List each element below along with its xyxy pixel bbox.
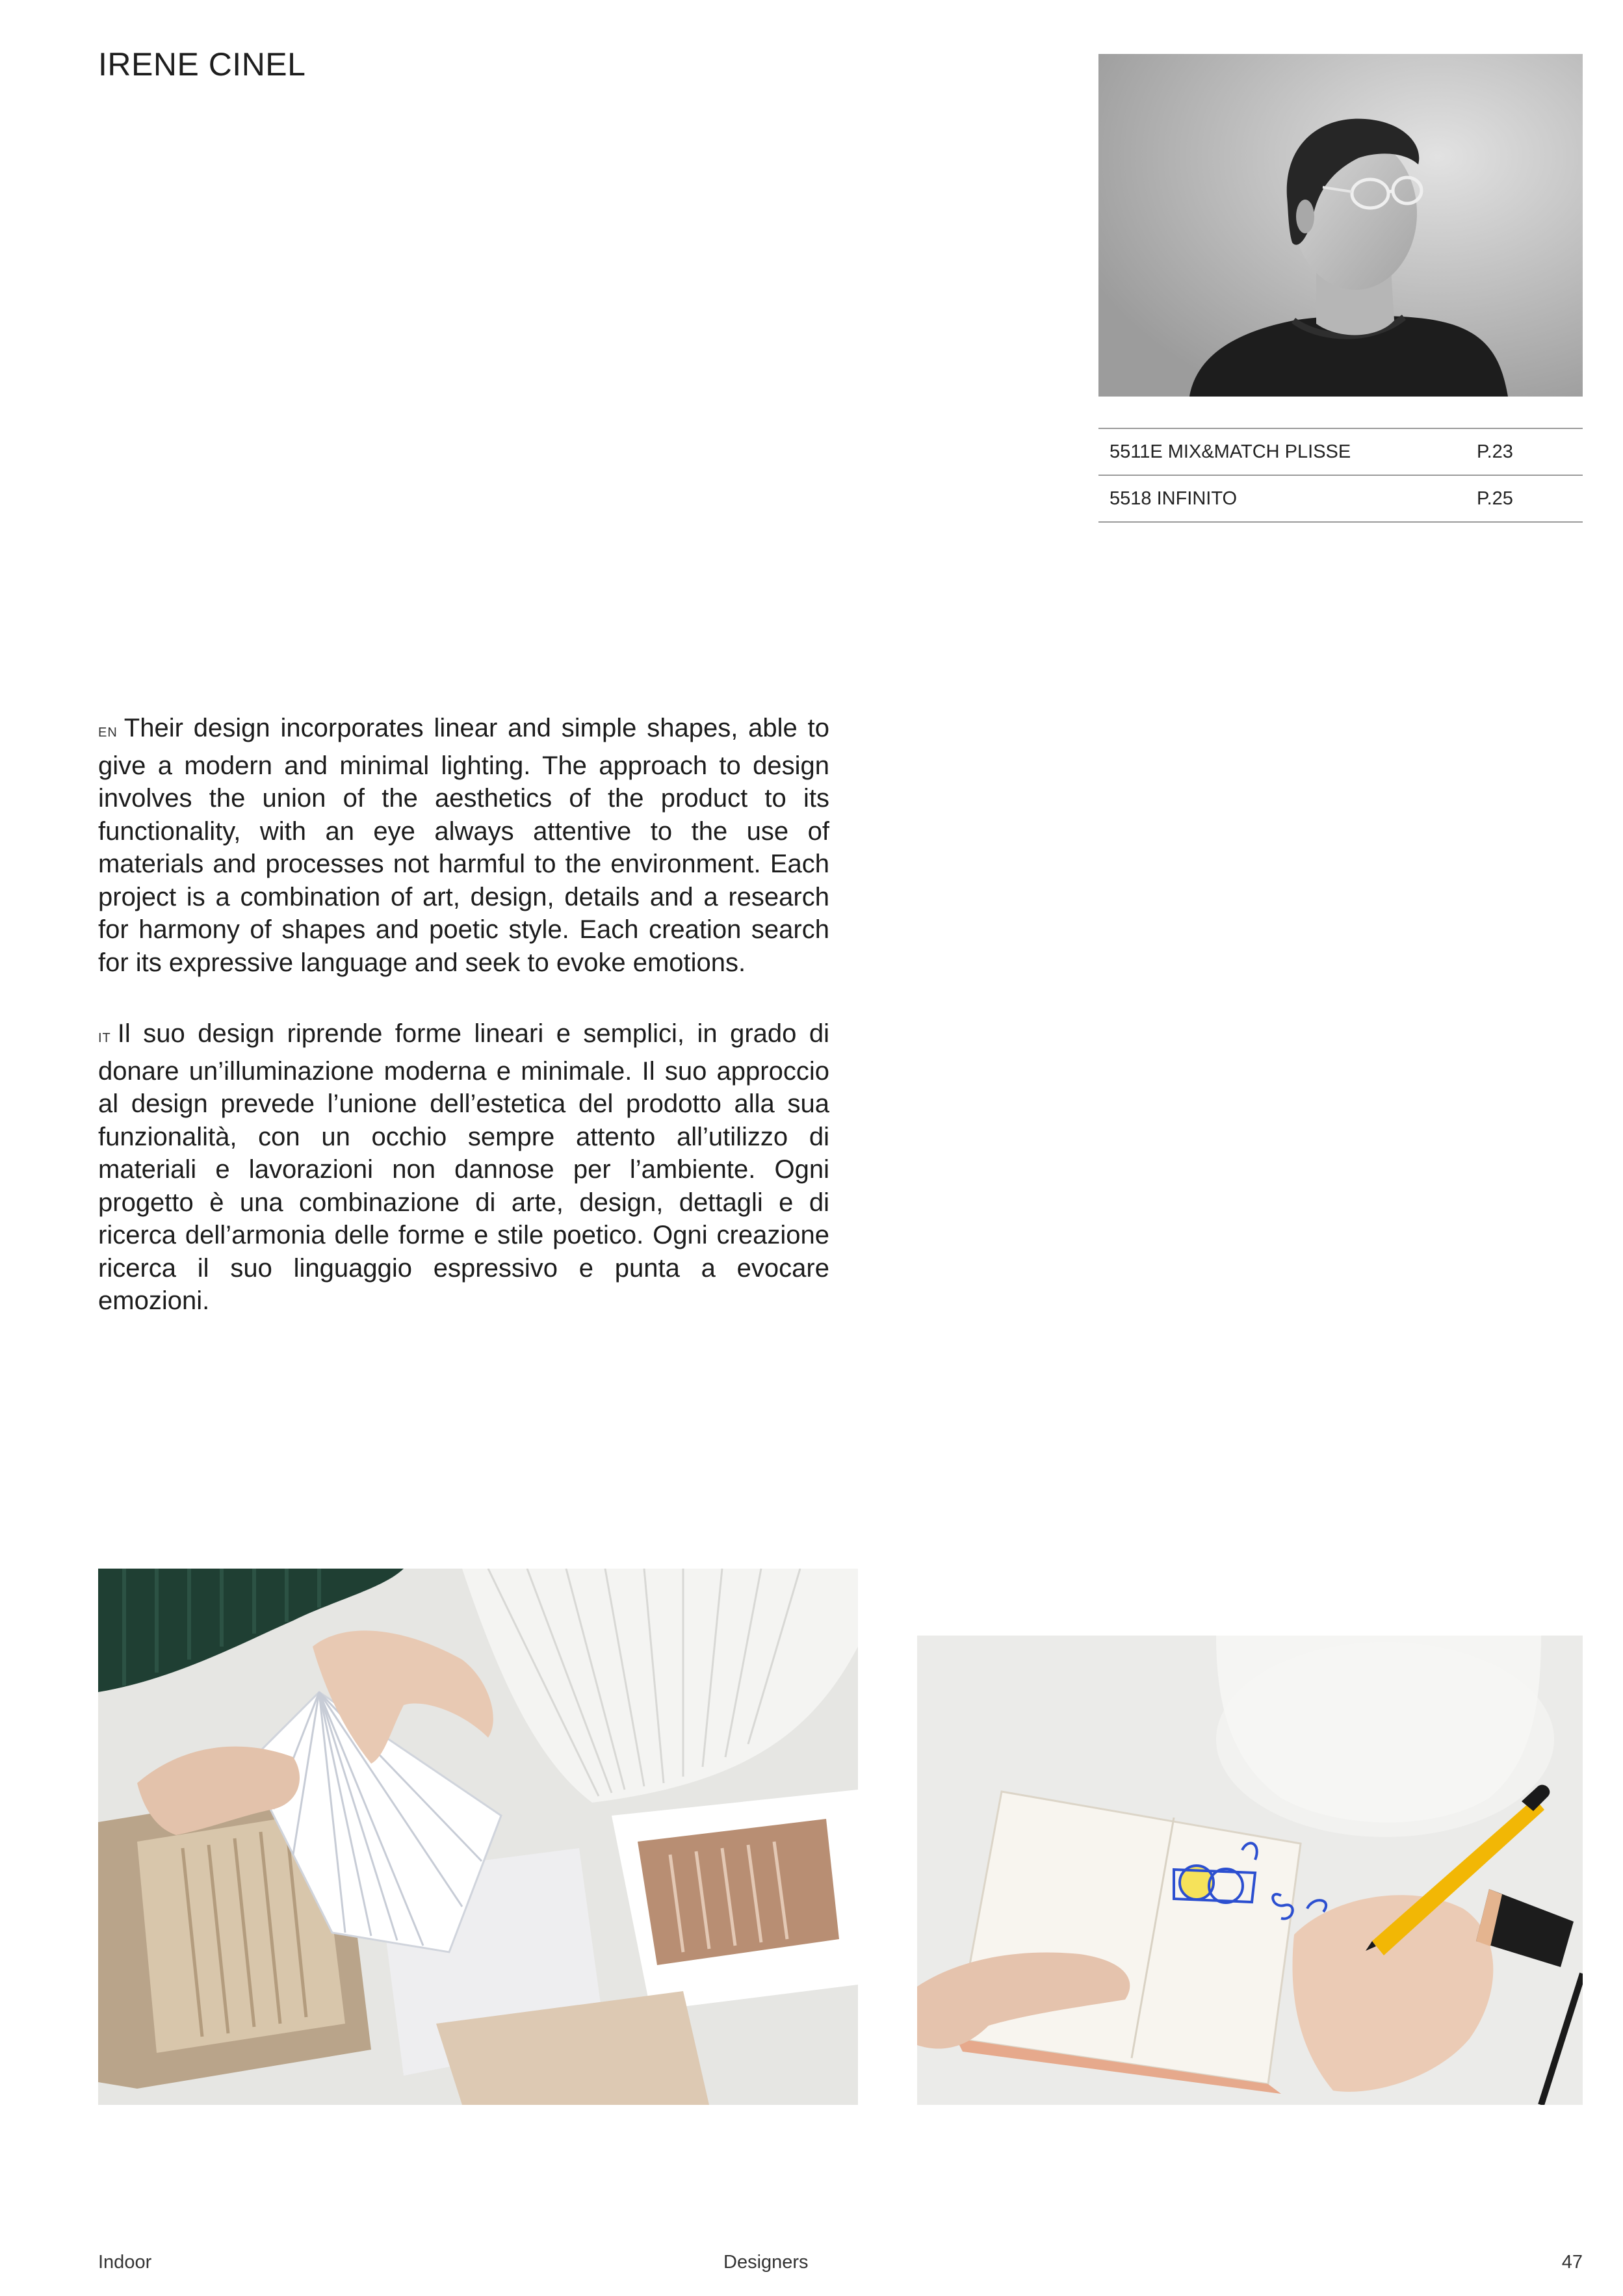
product-name: 5511E MIX&MATCH PLISSE xyxy=(1110,441,1351,462)
pleated-paper-moodboard-photo xyxy=(98,1569,858,2105)
sketchbook-drawing-photo xyxy=(917,1636,1583,2105)
product-name: 5518 INFINITO xyxy=(1110,488,1238,509)
designer-portrait-photo xyxy=(1098,54,1583,397)
portrait-illustration xyxy=(1098,54,1583,397)
product-page-ref: P.23 xyxy=(1477,441,1513,462)
footer-section-indoor: Indoor xyxy=(98,2252,152,2273)
product-row[interactable] xyxy=(1098,429,1583,476)
bio-italian xyxy=(98,1017,829,1318)
designer-name: IRENE CINEL xyxy=(98,46,306,83)
sketch-illustration xyxy=(917,1636,1583,2105)
bio-italian-text: Il suo design riprende forme lineari e semplici, in grado di donare un’illuminazione moderna e minimale. Il suo approccio al design prevede l’unione dell’estetica del prodotto alla sua funzionalità, con un occhio sempre attento all’utilizzo di materiali e lavorazioni non dannose per l’ambiente. Ogni progetto è una combinazione di arte, design, dettagli e di ricerca dell’armonia delle forme e stile poetico. Ogni creazione ricerca il suo linguaggio espressivo e punta a evocare emozioni. xyxy=(98,1019,829,1315)
moodboard-illustration xyxy=(98,1569,858,2105)
product-index xyxy=(1098,428,1583,523)
product-page-ref: P.25 xyxy=(1477,488,1513,509)
language-tag-en: EN xyxy=(98,725,118,740)
bio-english-text: Their design incorporates linear and simple shapes, able to give a modern and minimal lighting. The approach to design involves the union of the aesthetics of the product to its functionality, with an eye always attentive to the use of materials and processes not harmful to the environment. Each project is a combination of art, design, details and a research for harmony of shapes and poetic style. Each creation search for its expressive language and seek to evoke emotions. xyxy=(98,714,829,977)
product-row[interactable] xyxy=(1098,476,1583,523)
language-tag-it: IT xyxy=(98,1031,111,1045)
footer-section-designers: Designers xyxy=(723,2252,809,2273)
bio-english xyxy=(98,712,829,979)
page-number: 47 xyxy=(1561,2252,1583,2273)
